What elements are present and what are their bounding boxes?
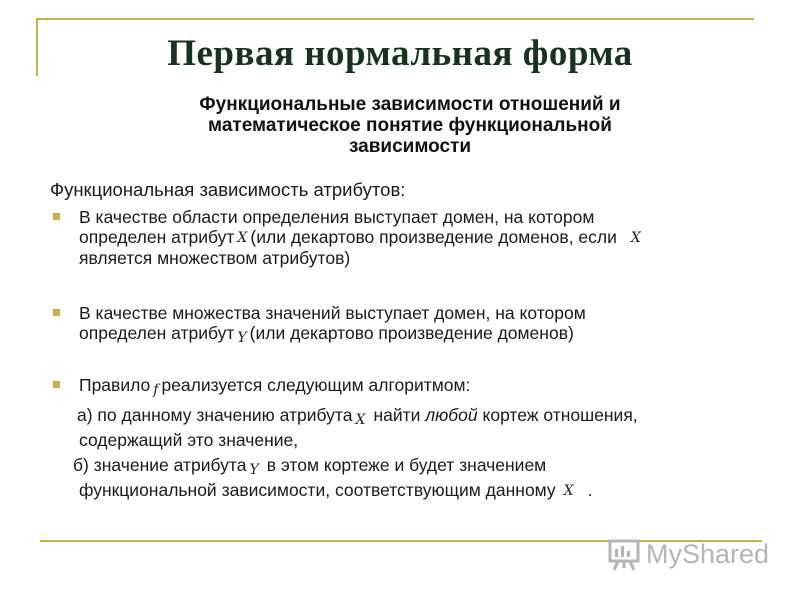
text-line: В качестве области определения выступает домен, на котором bbox=[79, 207, 595, 227]
text-line: В качестве множества значений выступает домен, на котором bbox=[79, 303, 586, 323]
watermark-logo bbox=[606, 537, 770, 573]
variable-x: X bbox=[237, 230, 248, 246]
slide-subtitle bbox=[130, 94, 690, 157]
text-fragment: б) значение атрибута bbox=[73, 455, 247, 475]
text-fragment: (или декартово произведение доменов, если bbox=[250, 227, 617, 247]
top-rule bbox=[36, 18, 754, 20]
square-bullet-icon bbox=[53, 213, 60, 220]
text-line bbox=[79, 323, 739, 348]
text-line bbox=[79, 375, 739, 400]
list-item-text bbox=[79, 375, 739, 400]
text-fragment-italic: любой bbox=[425, 405, 478, 425]
variable-x: X bbox=[630, 230, 641, 246]
text-line bbox=[73, 455, 593, 480]
list-item bbox=[50, 303, 750, 345]
section-heading: Функциональная зависимость атрибутов: bbox=[50, 179, 406, 200]
list-item-text bbox=[79, 303, 739, 348]
list-item-text bbox=[79, 207, 739, 268]
text-fragment: Правило bbox=[79, 375, 151, 395]
text-line bbox=[79, 227, 739, 248]
text-fragment: определен атрибут bbox=[79, 323, 235, 343]
square-bullet-icon bbox=[53, 381, 60, 388]
text-line: является множеством атрибутов) bbox=[79, 248, 351, 268]
variable-f: f bbox=[153, 382, 159, 398]
text-fragment: реализуется следующим алгоритмом: bbox=[161, 375, 471, 395]
variable-x: X bbox=[563, 483, 574, 499]
text-fragment: в этом кортеже и будет значением bbox=[266, 455, 547, 475]
text-fragment: определен атрибут bbox=[79, 227, 235, 247]
subtitle-line: зависимости bbox=[348, 136, 472, 157]
sub-item-b bbox=[73, 455, 593, 501]
variable-y: Y bbox=[237, 330, 247, 346]
watermark-text: MyShared bbox=[646, 539, 770, 569]
slide-title: Первая нормальная форма bbox=[167, 33, 633, 74]
text-fragment: а) по данному значению атрибута bbox=[77, 405, 353, 425]
text-line bbox=[77, 405, 638, 430]
square-bullet-icon bbox=[53, 309, 60, 316]
text-fragment: функциональной зависимости, соответствующим данному bbox=[79, 480, 556, 500]
variable-y: Y bbox=[249, 462, 259, 478]
variable-x: X bbox=[355, 412, 366, 428]
subtitle-line: Функциональные зависимости отношений и bbox=[199, 94, 621, 115]
text-fragment: . bbox=[587, 480, 593, 500]
list-item bbox=[50, 375, 750, 397]
text-fragment: кортеж отношения, bbox=[482, 405, 638, 425]
list-item bbox=[50, 207, 750, 269]
subtitle-line: математическое понятие функциональной bbox=[208, 115, 612, 136]
text-fragment: (или декартово произведение доменов) bbox=[249, 323, 574, 343]
text-line bbox=[73, 480, 593, 501]
presentation-board-icon bbox=[606, 537, 642, 573]
sub-item-a bbox=[77, 405, 638, 450]
text-fragment: найти bbox=[373, 405, 421, 425]
text-line: содержащий это значение, bbox=[79, 430, 299, 450]
